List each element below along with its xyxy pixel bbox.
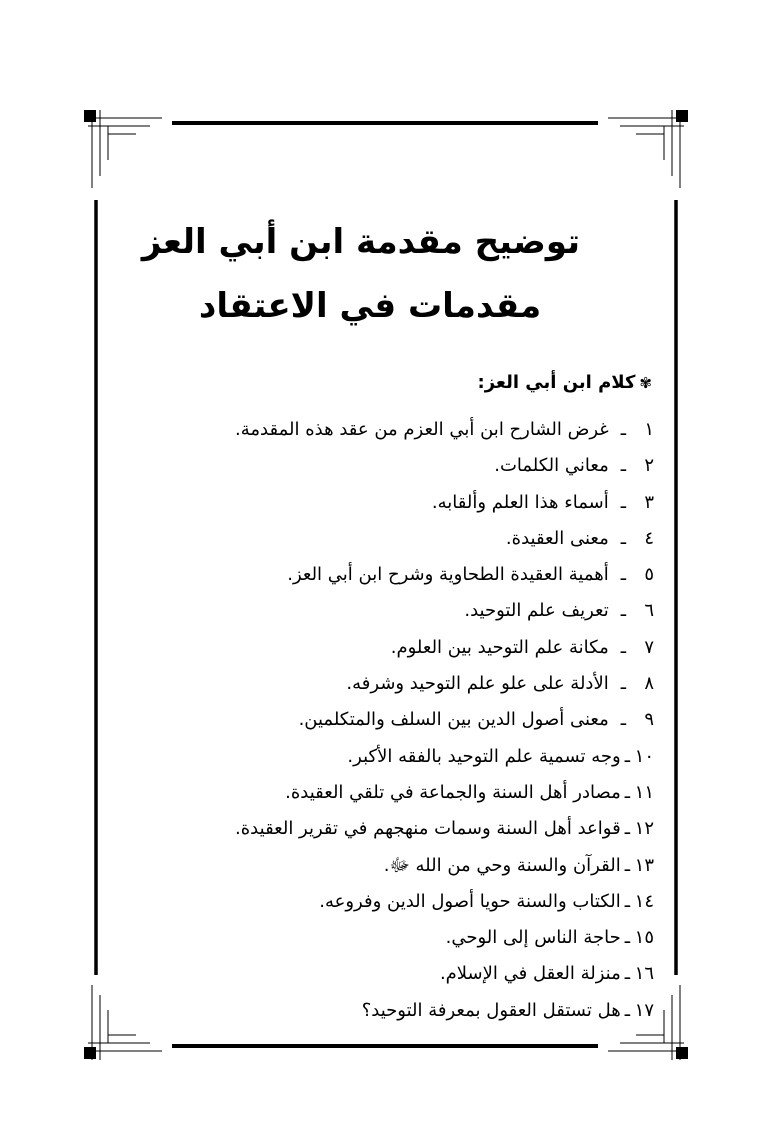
item-dash: ـ <box>620 709 626 731</box>
item-text: منزلة العقل في الإسلام. <box>439 963 621 985</box>
item-text: معنى العقيدة. <box>505 527 609 549</box>
item-number: ١٢ <box>634 818 654 840</box>
item-dash: ـ <box>620 564 626 586</box>
item-dash: ـ <box>620 419 626 440</box>
list-item <box>94 448 654 484</box>
list-item <box>94 775 654 811</box>
item-text: أسماء هذا العلم وألقابه. <box>431 491 609 513</box>
item-dash: ـ <box>624 854 630 876</box>
item-number: ٣ <box>644 491 654 513</box>
flower-ornament-icon: ✾ <box>639 373 652 392</box>
item-number: ١٣ <box>634 854 654 876</box>
item-number: ١٤ <box>634 890 654 912</box>
list-item <box>94 993 654 1029</box>
list-item <box>94 521 654 557</box>
item-dash: ـ <box>620 455 626 477</box>
item-dash: ـ <box>624 999 630 1021</box>
item-number: ١٠ <box>634 745 654 767</box>
item-number: ٩ <box>644 709 654 731</box>
item-dash: ـ <box>624 818 630 840</box>
item-text: أهمية العقيدة الطحاوية وشرح ابن أبي العز. <box>287 564 609 586</box>
list-item <box>94 739 654 775</box>
item-dash: ـ <box>624 890 630 912</box>
item-text: هل تستقل العقول بمعرفة التوحيد؟ <box>361 999 621 1021</box>
item-dash: ـ <box>624 745 630 767</box>
item-number: ٤ <box>644 527 654 549</box>
page-subtitle: مقدمات في الاعتقاد <box>198 286 542 326</box>
list-item <box>94 630 654 666</box>
item-dash: ـ <box>620 673 626 695</box>
item-text: الأدلة على علو علم التوحيد وشرفه. <box>346 673 609 695</box>
item-number: ٦ <box>644 600 654 622</box>
table-of-contents <box>94 412 654 1029</box>
item-dash: ـ <box>624 963 630 985</box>
item-dash: ـ <box>620 491 626 513</box>
item-text: قواعد أهل السنة وسمات منهجهم في تقرير العقيدة. <box>235 818 621 840</box>
item-number: ١٦ <box>634 963 654 985</box>
page-title: توضيح مقدمة ابن أبي العز <box>141 222 580 262</box>
item-number: ٥ <box>644 564 654 586</box>
item-dash: ـ <box>620 600 626 622</box>
item-text: مصادر أهل السنة والجماعة في تلقي العقيدة. <box>285 781 621 803</box>
list-item <box>94 956 654 992</box>
list-item <box>94 666 654 702</box>
item-dash: ـ <box>620 636 626 658</box>
list-item <box>94 702 654 738</box>
list-item <box>94 485 654 521</box>
item-text: مكانة علم التوحيد بين العلوم. <box>390 636 609 658</box>
item-number: ٨ <box>644 673 654 695</box>
item-text: حاجة الناس إلى الوحي. <box>445 927 621 949</box>
item-text: تعريف علم التوحيد. <box>464 600 609 622</box>
list-item <box>94 412 654 448</box>
item-number: ١١ <box>634 781 654 803</box>
list-item <box>94 593 654 629</box>
list-item <box>94 884 654 920</box>
list-item <box>94 557 654 593</box>
item-number: ٧ <box>644 636 654 658</box>
list-item <box>94 848 654 884</box>
item-text: غرض الشارح ابن أبي العزم من عقد هذه المقدمة. <box>235 419 609 440</box>
item-number: ١٧ <box>634 999 654 1021</box>
item-number: ٢ <box>644 455 654 477</box>
item-text: الكتاب والسنة حويا أصول الدين وفروعه. <box>319 890 621 912</box>
section-heading <box>478 372 652 393</box>
item-text: القرآن والسنة وحي من الله ﷻ. <box>383 854 621 876</box>
item-dash: ـ <box>624 781 630 803</box>
item-text: معنى أصول الدين بين السلف والمتكلمين. <box>298 709 609 731</box>
list-item <box>94 811 654 847</box>
section-heading-label: كلام ابن أبي العز: <box>477 372 636 393</box>
item-number: ١٥ <box>634 927 654 949</box>
item-number: ١ <box>644 419 654 440</box>
item-text: معاني الكلمات. <box>494 455 609 477</box>
list-item <box>94 920 654 956</box>
item-text: وجه تسمية علم التوحيد بالفقه الأكبر. <box>347 745 621 767</box>
item-dash: ـ <box>624 927 630 949</box>
item-dash: ـ <box>620 527 626 549</box>
